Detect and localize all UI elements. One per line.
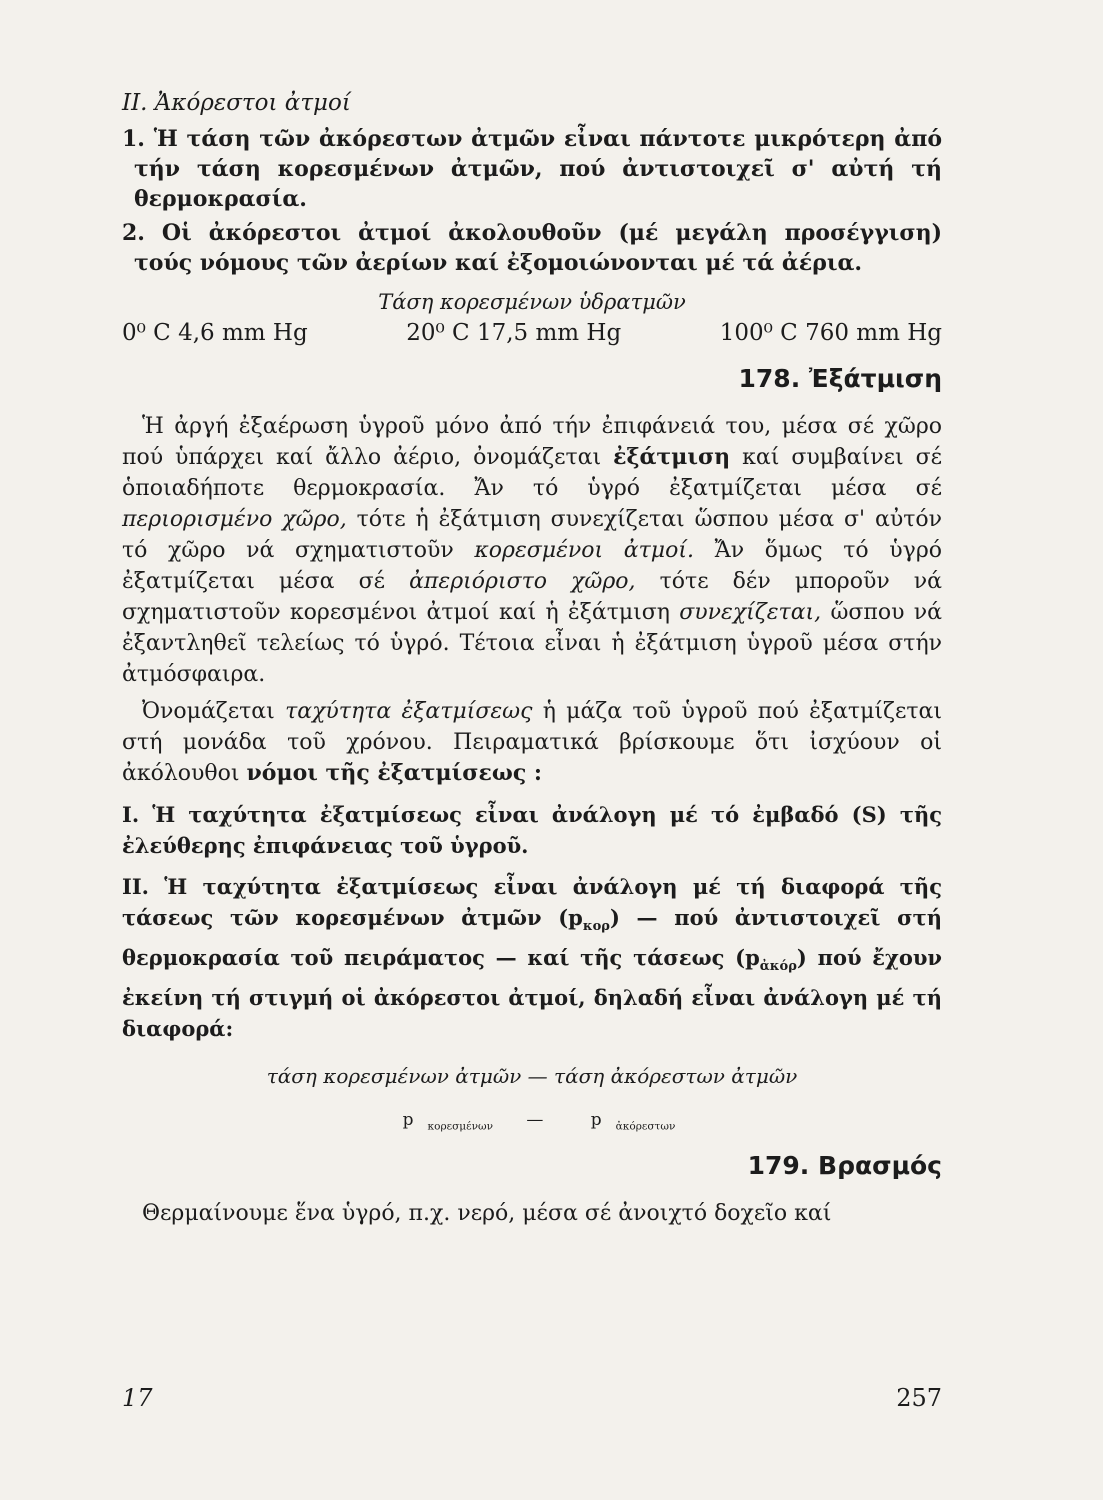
rule-1: 1. Ἡ τάση τῶν ἀκόρεστων ἀτμῶν εἶναι πάντοτε μικρότερη ἀπό τήν τάση κορεσμένων ἀτμῶν, πού ἀντιστοιχεῖ σ' αὐτή τή θερμοκρασία. — [122, 126, 942, 212]
text: καί συμβαίνει σέ ὁποιαδήποτε θερμοκρασία. Ἄν τό ὑγρό ἐξατμίζεται μέσα σέ — [122, 445, 942, 501]
law-1: Ι. Ἡ ταχύτητα ἐξατμίσεως εἶναι ἀνάλογη μέ τό ἐμβαδό (S) τῆς ἐλεύθερης ἐπιφάνειας τοῦ ὑγροῦ. — [122, 802, 942, 858]
term-evaporation-laws: νόμοι τῆς ἐξατμίσεως : — [246, 760, 543, 786]
text: Ἄν ὅμως τό ὑγρό ἐξατμίζεται μέσα σέ — [122, 538, 942, 594]
text: τότε ἡ ἐξάτμιση συνεχίζεται ὥσπου μέσα σ' αὐτόν τό χῶρο νά σχηματιστοῦν — [122, 507, 942, 563]
term-limited-space: περιορισμένο χῶρο, — [122, 507, 347, 532]
formula-minus: — — [526, 1110, 544, 1131]
paragraph-evaporation-rate — [122, 696, 942, 789]
section-heading-boiling: 179. Βρασμός — [747, 1150, 942, 1180]
value-20c: 20⁰ C 17,5 mm Hg — [406, 320, 622, 346]
text: ἡ μάζα τοῦ ὑγροῦ πού ἐξατμίζεται στή μονάδα τοῦ χρόνου. Πειραματικά βρίσκουμε ὅτι ἰσχύουν οἱ ἀκόλουθοι — [122, 699, 942, 786]
text: Ἡ ἀργή ἐξαέρωση ὑγροῦ μόνο ἀπό τήν ἐπιφάνειά του, μέσα σέ χῶρο πού ὑπάρχει καί ἄλλο ἀέριο, ὀνομάζεται — [122, 414, 942, 470]
text: ) — πού ἀντιστοιχεῖ στή θερμοκρασία τοῦ πειράματος — καί τῆς τάσεως (p — [122, 905, 942, 971]
vapor-table-caption: Τάση κορεσμένων ὑδρατμῶν — [378, 290, 686, 314]
formula-left — [389, 1110, 493, 1133]
text: Ὀνομάζεται — [142, 699, 286, 724]
term-evaporation-rate: ταχύτητα ἐξατμίσεως — [285, 699, 533, 724]
formula-symbols — [122, 1110, 942, 1132]
rule-2: 2. Οἱ ἀκόρεστοι ἀτμοί ἀκολουθοῦν (μέ μεγάλη προσέγγιση) τούς νόμους τῶν ἀερίων καί ἐξομοιώνονται μέ τά ἀέρια. — [122, 220, 942, 276]
subscript-kor: κορ — [582, 919, 610, 935]
paragraph-boiling: Θερμαίνουμε ἕνα ὑγρό, π.χ. νερό, μέσα σέ ἀνοιχτό δοχεῖο καί — [142, 1200, 832, 1226]
text: ὥσπου νά ἐξαντληθεῖ τελείως τό ὑγρό. Τέτοια εἶναι ἡ ἐξάτμιση ὑγροῦ μέσα στήν ἀτμόσφαιρα. — [122, 600, 942, 687]
formula-words: τάση κορεσμένων ἀτμῶν — τάση ἀκόρεστων ἀτμῶν — [266, 1064, 798, 1089]
term-saturated-vapors: κορεσμένοι ἀτμοί. — [474, 538, 694, 563]
page-body — [122, 84, 942, 1235]
page-footer — [122, 1384, 942, 1412]
term-continues: συνεχίζεται, — [679, 600, 822, 625]
subscript-unsaturated: ἀκόρεστων — [615, 1120, 676, 1133]
subscript-akor: ἀκόρ — [759, 959, 797, 975]
text: τότε δέν μποροῦν νά σχηματιστοῦν κορεσμένοι ἀτμοί καί ἡ ἐξάτμιση — [122, 569, 943, 625]
vapor-pressure-values — [122, 320, 942, 346]
text: ΙΙ. Ἡ ταχύτητα ἐξατμίσεως εἶναι ἀνάλογη μέ τή διαφορά τῆς τάσεως τῶν κορεσμένων ἀτμῶν (p — [122, 874, 942, 930]
symbol-p: p — [402, 1110, 414, 1131]
page-number: 257 — [896, 1384, 942, 1412]
section-heading-evaporation: 178. Ἐξάτμιση — [738, 364, 942, 393]
formula-right — [577, 1110, 676, 1133]
subscript-saturated: κορεσμένων — [427, 1120, 493, 1133]
signature-mark: 17 — [122, 1384, 153, 1412]
value-100c: 100⁰ C 760 mm Hg — [719, 320, 942, 346]
law-2 — [122, 871, 942, 1044]
value-0c: 0⁰ C 4,6 mm Hg — [122, 320, 308, 346]
text: ) πού ἔχουν ἐκείνη τή στιγμή οἱ ἀκόρεστοι ἀτμοί, δηλαδή εἶναι ἀνάλογη μέ τή διαφορά: — [122, 945, 942, 1042]
term-unlimited-space: ἀπεριόριστο χῶρο, — [409, 569, 636, 594]
paragraph-evaporation-definition — [122, 411, 942, 690]
subheading-unsaturated-vapors: ΙΙ. Ἀκόρεστοι ἀτμοί — [122, 90, 351, 116]
symbol-p: p — [590, 1110, 602, 1131]
term-evaporation: ἐξάτμιση — [613, 444, 731, 470]
